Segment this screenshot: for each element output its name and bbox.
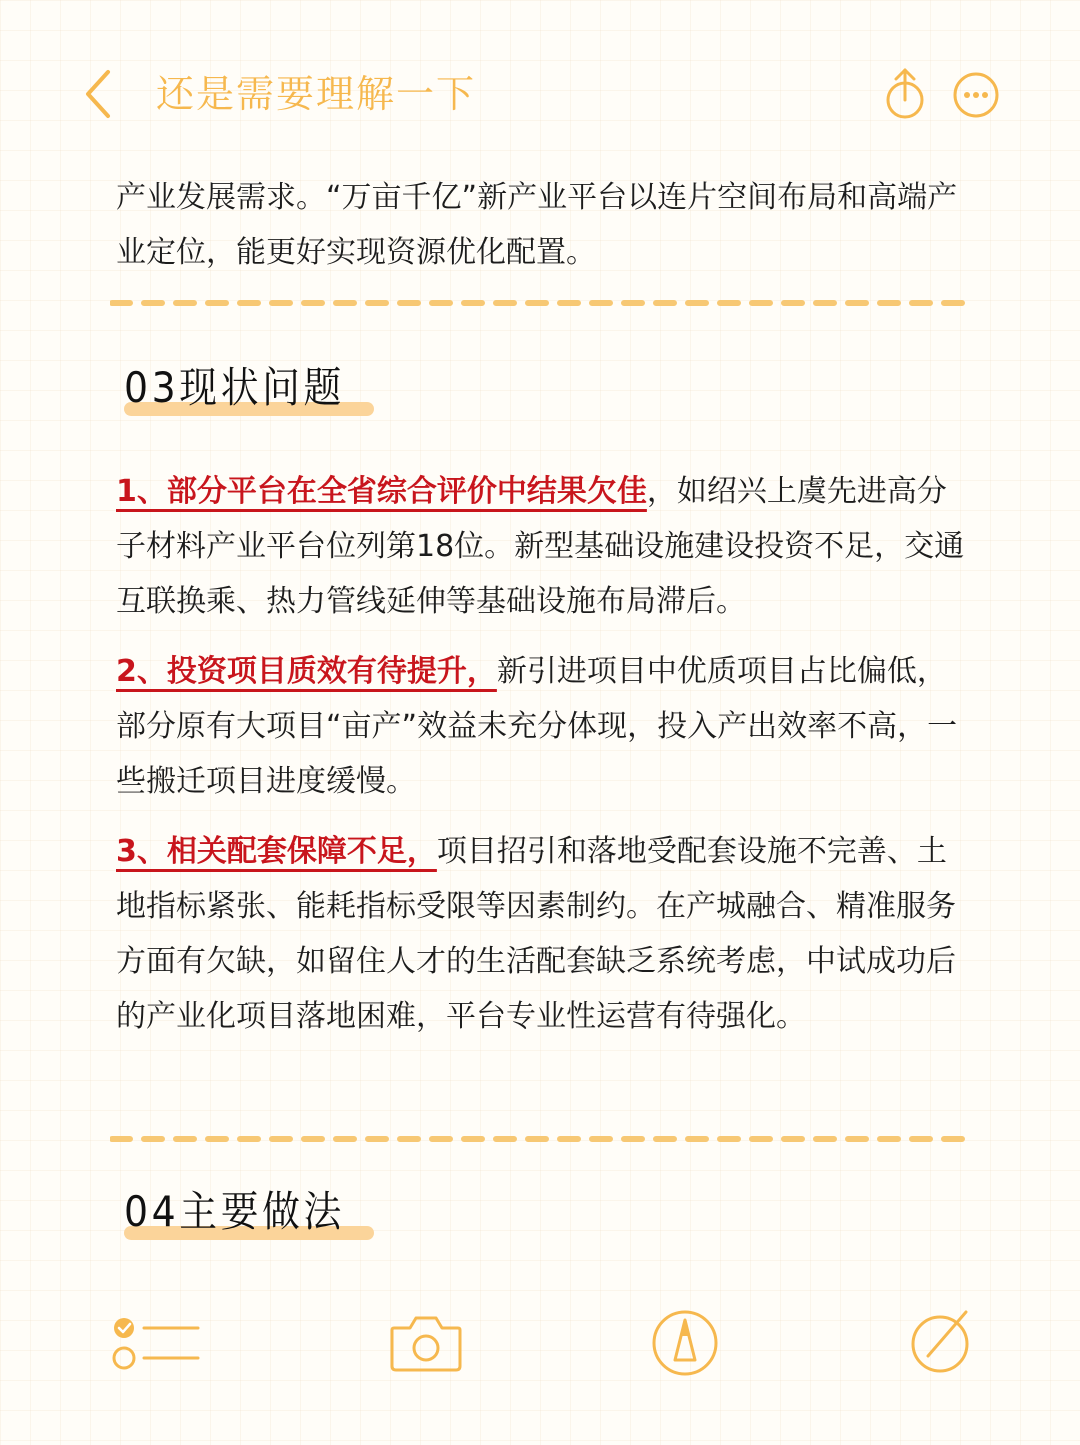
issue-item-1 xyxy=(116,464,976,629)
chevron-left-icon[interactable] xyxy=(80,66,120,122)
more-icon[interactable] xyxy=(952,71,1000,119)
issue-highlight-3: 3、相关配套保障不足， xyxy=(116,834,437,869)
markup-icon[interactable] xyxy=(650,1308,720,1378)
issue-highlight-1: 1、部分平台在全省综合评价中结果欠佳 xyxy=(116,474,647,509)
issue-text-1: ，如绍兴上虞先进高分子材料产业平台位列第18位。新型基础设施建设投资不足，交通互联换乘、热力管线延伸等基础设施布局滞后。 xyxy=(116,474,965,619)
note-title: 还是需要理解一下 xyxy=(156,72,477,116)
issue-text-2: 新引进项目中优质项目占比偏低，部分原有大项目“亩产”效益未充分体现，投入产出效率不高，一些搬迁项目进度缓慢。 xyxy=(116,654,958,799)
section-heading-text: 04主要做法 xyxy=(124,1187,345,1236)
section-heading-03 xyxy=(124,360,369,416)
navigation-bar xyxy=(0,0,1080,190)
issue-item-3 xyxy=(116,824,976,1044)
issue-item-2 xyxy=(116,644,976,809)
dotted-divider xyxy=(110,296,970,310)
issue-text-3: 项目招引和落地受配套设施不完善、土地指标紧张、能耗指标受限等因素制约。在产城融合、精准服务方面有欠缺，如留住人才的生活配套缺乏系统考虑，中试成功后的产业化项目落地困难，平台专业性运营有待强化。 xyxy=(116,834,956,1034)
intro-paragraph: 产业发展需求。“万亩千亿”新产业平台以连片空间布局和高端产业定位，能更好实现资源优化配置。 xyxy=(116,180,958,270)
section-heading-text: 03现状问题 xyxy=(124,363,345,412)
section-heading-04 xyxy=(124,1184,369,1240)
dotted-divider xyxy=(110,1132,970,1146)
checklist-icon[interactable] xyxy=(110,1312,202,1374)
issue-highlight-2: 2、投资项目质效有待提升， xyxy=(116,654,497,689)
compose-icon[interactable] xyxy=(910,1306,974,1374)
camera-icon[interactable] xyxy=(388,1312,464,1374)
share-icon[interactable] xyxy=(880,64,930,124)
